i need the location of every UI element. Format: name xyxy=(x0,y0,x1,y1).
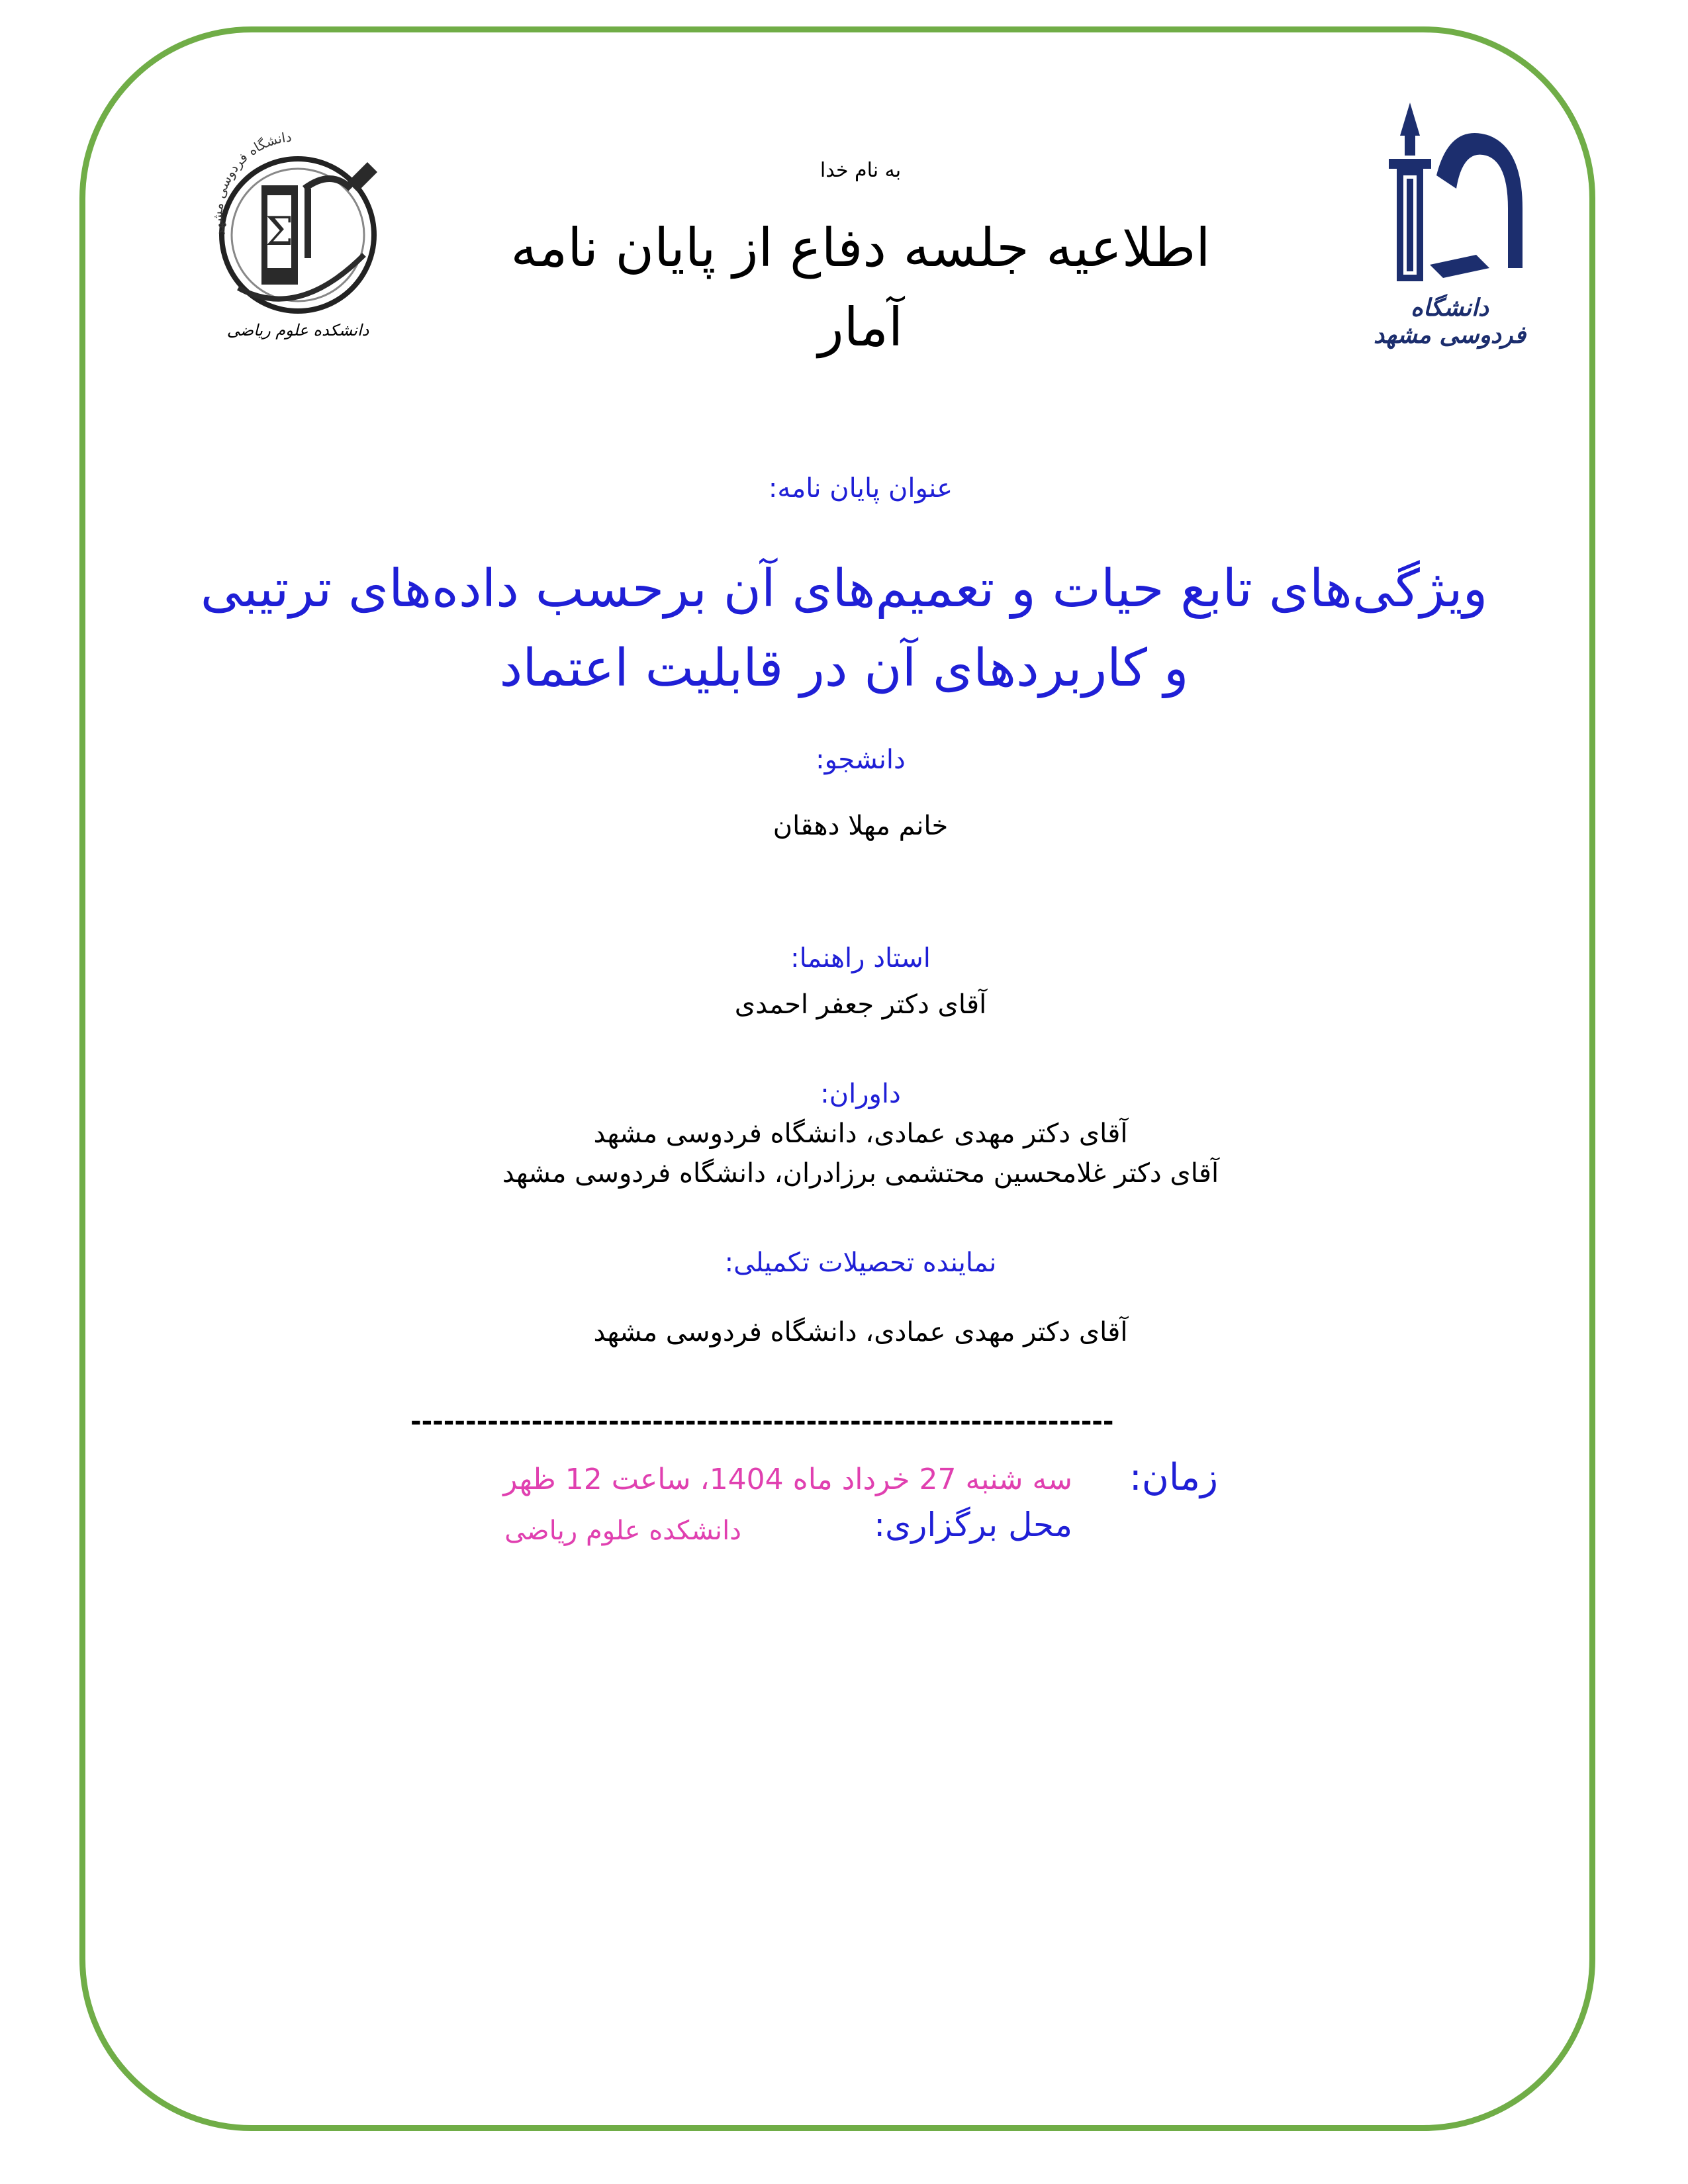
department-name: آمار xyxy=(818,296,904,358)
thesis-title-line2: و کاربردهای آن در قابلیت اعتماد xyxy=(499,639,1189,698)
ferdowsi-university-logo-icon xyxy=(1357,96,1542,349)
math-faculty-seal-icon xyxy=(199,122,397,341)
time-label: زمان: xyxy=(1129,1456,1218,1499)
representative-name: آقای دکتر مهدی عمادی، دانشگاه فردوسی مشهد xyxy=(593,1317,1128,1347)
math-faculty-name: دانشکده علوم ریاضی xyxy=(226,321,369,340)
referee-item: آقای دکتر غلامحسین محتشمی برزادران، دانشگاه فردوسی مشهد xyxy=(502,1158,1219,1189)
student-label: دانشجو: xyxy=(816,745,906,775)
thesis-title-label: عنوان پایان نامه: xyxy=(768,473,953,504)
student-name: خانم مهلا دهقان xyxy=(773,811,949,841)
basmala: به نام خدا xyxy=(820,159,902,182)
referee-item: آقای دکتر مهدی عمادی، دانشگاه فردوسی مشهد xyxy=(593,1118,1128,1149)
advisor-label: استاد راهنما: xyxy=(790,943,931,974)
place-label: محل برگزاری: xyxy=(874,1506,1072,1544)
ferdowsi-university-name: دانشگاه فردوسی مشهد xyxy=(1373,295,1526,349)
seal-ring-text: دانشگاه فردوسی مشهد xyxy=(209,128,293,238)
thesis-title-line1: ویژگی‌های تابع حیات و تعمیم‌های آن برحسب داده‌های ترتیبی xyxy=(200,559,1488,619)
svg-text:Σ: Σ xyxy=(265,208,294,255)
representative-label: نماینده تحصیلات تکمیلی: xyxy=(724,1248,997,1278)
place-value: دانشکده علوم ریاضی xyxy=(504,1516,741,1546)
time-value: سه شنبه 27 خرداد ماه 1404، ساعت 12 ظهر xyxy=(503,1463,1072,1496)
announcement-title: اطلاعیه جلسه دفاع از پایان نامه xyxy=(510,217,1211,279)
divider-line: ---------------------------------------------------------------- xyxy=(410,1406,1114,1437)
advisor-name: آقای دکتر جعفر احمدی xyxy=(734,989,987,1020)
referees-label: داوران: xyxy=(820,1079,901,1109)
